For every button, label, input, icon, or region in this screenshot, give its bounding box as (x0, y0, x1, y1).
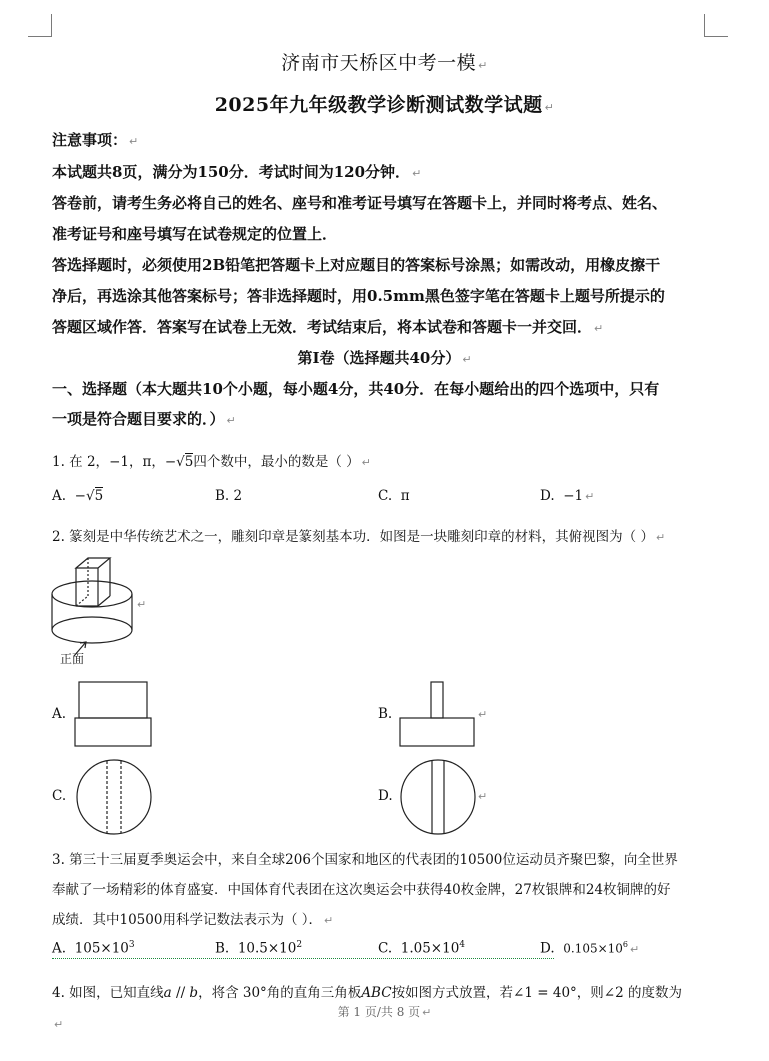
notice-line: 本试题共8页，满分为150分．考试时间为120分钟． ↵ (52, 163, 422, 181)
q2-option-d-label[interactable]: D. (378, 788, 393, 804)
notice-line: 答题区域作答．答案写在试卷上无效．考试结束后，将本试卷和答题卡一并交回． ↵ (52, 318, 604, 336)
question-2-stem: 2. 篆刻是中华传统艺术之一，雕刻印章是篆刻基本功．如图是一块雕刻印章的材料，其俯视图为（ ） ↵ (52, 529, 666, 545)
q2-option-d-figure[interactable] (398, 758, 478, 836)
q2-option-b-label[interactable]: B. (378, 706, 393, 722)
q2-option-c-label[interactable]: C. (52, 788, 67, 804)
section-title: 第Ⅰ卷（选择题共40分） ↵ (297, 349, 472, 367)
exam-title-line1: 济南市天桥区中考一模 ↵ (281, 52, 488, 74)
q3-option-c[interactable]: C. $1.05\times 10^4$ (378, 940, 466, 957)
question-1-stem: 1. 在 2，−1，π，−√5四个数中，最小的数是（ ） ↵ (52, 454, 371, 470)
question-3-line: 成绩．其中10500用科学记数法表示为（ ）． ↵ (52, 912, 334, 928)
q3-option-b[interactable]: B. $10.5\times 10^2$ (215, 940, 303, 957)
q2-option-c-figure[interactable] (74, 758, 154, 836)
q3-option-a[interactable]: A. $105\times 10^3$ (52, 940, 135, 957)
sqrt-symbol: √ (176, 454, 185, 470)
notice-line: 答卷前，请考生务必将自己的姓名、座号和准考证号填写在答题卡上，并同时将考点、姓名、 (52, 194, 668, 212)
crop-mark (704, 36, 728, 37)
q2-option-a-label[interactable]: A. (52, 706, 67, 722)
q3-option-d[interactable]: D. $0.105\times 10^6$ ↵ (540, 940, 640, 957)
paragraph-mark: ↵ (54, 1018, 64, 1031)
page-footer: 第 1 页/共 8 页 ↵ (337, 1005, 432, 1019)
paragraph-mark: ↵ (478, 708, 488, 721)
grammar-underline (52, 958, 554, 959)
paragraph-mark: ↵ (478, 790, 488, 803)
notice-line: 答选择题时，必须使用2B铅笔把答题卡上对应题目的答案标号涂黑；如需改动，用橡皮擦干 (52, 256, 661, 274)
notice-heading: 注意事项： ↵ (52, 131, 139, 149)
front-label: 正面 (60, 652, 85, 666)
q1-option-b[interactable]: B. 2 (215, 488, 243, 504)
section-instruction: 一项是符合题目要求的．） ↵ (52, 410, 236, 428)
q1-option-a[interactable]: A. −√5 (52, 488, 104, 504)
notice-line: 准考证号和座号填写在试卷规定的位置上． (52, 225, 338, 243)
section-instruction: 一、选择题（本大题共10个小题，每小题4分，共40分．在每小题给出的四个选项中，只有 (52, 380, 660, 398)
exam-title-line2: 2025年九年级教学诊断测试数学试题 ↵ (214, 94, 555, 116)
question-4-stem: 4. 如图，已知直线a // b，将含 30°角的直角三角板ABC按如图方式放置，若∠1 = 40°，则∠2 的度数为 (52, 985, 682, 1001)
crop-mark (51, 14, 52, 37)
question-3-line: 3. 第三十三届夏季奥运会中，来自全球206个国家和地区的代表团的10500位运动员齐聚巴黎，向全世界 (52, 852, 678, 868)
q2-option-b-figure[interactable] (398, 680, 478, 748)
question-3-line: 奉献了一场精彩的体育盛宴．中国体育代表团在这次奥运会中获得40枚金牌，27枚银牌和24枚铜牌的好 (52, 882, 671, 898)
crop-mark (28, 36, 52, 37)
crop-mark (704, 14, 705, 37)
q1-option-c[interactable]: C. π (378, 488, 410, 504)
q2-option-a-figure[interactable] (74, 680, 154, 748)
notice-line: 净后，再选涂其他答案标号；答非选择题时，用0.5mm黑色签字笔在答题卡上题号所提示的 (52, 287, 665, 305)
q1-option-d[interactable]: D. −1 ↵ (540, 488, 595, 504)
paragraph-mark: ↵ (137, 598, 147, 611)
